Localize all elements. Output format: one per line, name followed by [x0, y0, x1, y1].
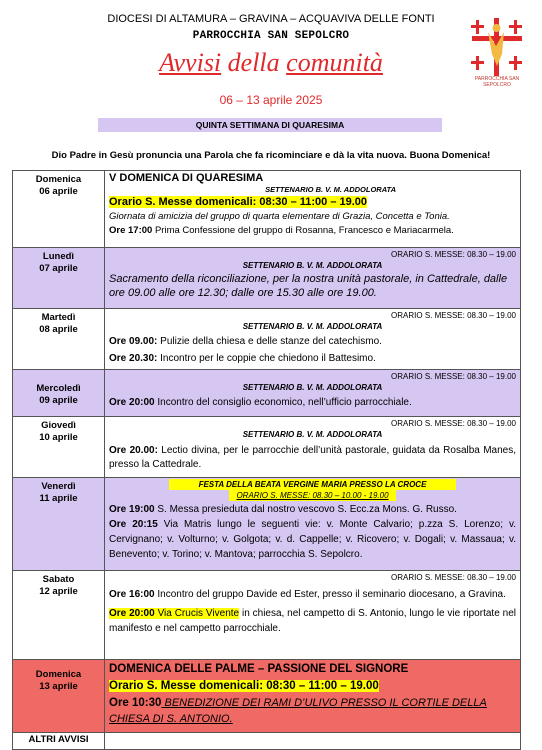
event-text: S. Messa presieduta dal nostro vescovo S. Ecc.za Mons. G. Russo.: [154, 504, 457, 515]
mass-times: ORARIO S. MESSE: 08.30 – 19.00: [391, 419, 516, 428]
event-time: Ore 17:00: [109, 225, 153, 236]
day-date: 06 aprile: [39, 186, 78, 197]
day-content: [105, 309, 521, 370]
parish-heading: PARROCCHIA SAN SEPOLCRO: [192, 30, 350, 42]
event-time: Ore 20:00: [109, 608, 155, 619]
day-name: Sabato: [42, 574, 75, 585]
mass-times: ORARIO S. MESSE: 08.30 – 10.00 - 19.00: [229, 490, 396, 501]
day-cell: [13, 171, 105, 248]
row-friday: [13, 478, 521, 571]
day-content: [105, 478, 521, 571]
event-line: [109, 517, 516, 562]
day-cell: [13, 309, 105, 370]
row-thursday: [13, 417, 521, 478]
day-date: 12 aprile: [39, 586, 78, 597]
settenario-label: SETTENARIO B. V. M. ADDOLORATA: [242, 322, 383, 331]
event-time: Ore 19:00: [109, 504, 155, 515]
day-content: [105, 571, 521, 660]
sunday-title: DOMENICA DELLE PALME – PASSIONE DEL SIGNORE: [109, 663, 409, 675]
event-time: Ore 16:00: [109, 589, 155, 600]
day-cell: [13, 370, 105, 417]
row-sunday-06: [13, 171, 521, 248]
mass-times: [109, 195, 516, 210]
day-cell: [13, 417, 105, 478]
event-line: [109, 333, 516, 350]
feast-title: FESTA DELLA BEATA VERGINE MARIA PRESSO LA CROCE: [169, 479, 456, 490]
day-date: 11 aprile: [39, 493, 78, 504]
event-text: Via Matris lungo le seguenti vie: v. Monte Calvario; p.zza S. Lorenzo; v. Cervignano; v. Volturno; v. Golgota; v. d. Cappelle; v. Ricovero; v. Dogali; v. Massaua; v. Benevento; v. Torino; v. Mantova; parrocchia S. Sepolcro.: [109, 519, 516, 560]
event-time: Ore 20.00:: [109, 445, 158, 456]
event-text: Incontro del gruppo Davide ed Ester, presso il seminario diocesano, a Gravina.: [154, 589, 506, 600]
event-text: Giornata di amicizia del gruppo di quarta elementare di Grazia, Concetta e Tonia.: [109, 211, 450, 222]
mass-times-text: Orario S. Messe domenicali: 08:30 – 11:00 – 19.00: [109, 196, 368, 208]
page-title: [0, 48, 542, 78]
row-monday: [13, 248, 521, 309]
row-sunday-13: [13, 660, 521, 733]
other-notices-label: ALTRI AVVISI: [28, 734, 89, 745]
day-name: Mercoledì: [36, 383, 81, 394]
logo-caption: PARROCCHIA SAN SEPOLCRO: [474, 76, 520, 88]
settenario-label: SETTENARIO B. V. M. ADDOLORATA: [242, 430, 383, 439]
event-text: BENEDIZIONE DEI RAMI D’ULIVO PRESSO IL CORTILE DELLA CHIESA DI S. ANTONIO.: [109, 697, 487, 725]
event-text: Incontro per le coppie che chiedono il Battesimo.: [157, 353, 376, 364]
title-word-della: della: [227, 48, 280, 77]
title-word-avvisi: Avvisi: [159, 48, 222, 77]
cross-logo-icon: [466, 14, 528, 80]
day-date: 10 aprile: [39, 432, 78, 443]
event-time: Ore 20.30:: [109, 353, 158, 364]
event-line: [109, 587, 516, 602]
event-text: in chiesa, nel campetto di S. Antonio, lungo le vie riportate nel manifesto e nel campetto parrocchiale.: [109, 608, 516, 634]
settenario-label: SETTENARIO B. V. M. ADDOLORATA: [242, 383, 383, 392]
event-highlight: Via Crucis Vivente: [154, 608, 240, 619]
event-line: [109, 695, 516, 728]
diocese-heading: DIOCESI DI ALTAMURA – GRAVINA – ACQUAVIVA DELLE FONTI: [107, 13, 435, 25]
row-tuesday: [13, 309, 521, 370]
day-date: 08 aprile: [39, 324, 78, 335]
event-text: Incontro del consiglio economico, nell’ufficio parrocchiale.: [154, 397, 412, 408]
date-range: 06 – 13 aprile 2025: [219, 93, 323, 107]
day-content: [105, 248, 521, 309]
settenario-label: SETTENARIO B. V. M. ADDOLORATA: [265, 185, 396, 194]
row-saturday: [13, 571, 521, 660]
event-text: Sacramento della riconciliazione, per la nostra unità pastorale, in Cattedrale, dalle ore 09.00 alle ore 12.30; dalle ore 15.30 alle ore 19.00.: [109, 273, 508, 299]
mass-times: ORARIO S. MESSE: 08.30 – 19.00: [391, 573, 516, 582]
day-content: [105, 660, 521, 733]
day-name: Domenica: [35, 174, 82, 185]
day-content: [105, 370, 521, 417]
event-line: [109, 444, 516, 472]
day-name: Venerdì: [41, 481, 76, 492]
event-line: [109, 394, 516, 412]
event-line: [109, 606, 516, 636]
mass-times-text: Orario S. Messe domenicali: 08:30 – 11:00 – 19.00: [109, 680, 379, 692]
event-line: [109, 350, 516, 367]
settenario-label: SETTENARIO B. V. M. ADDOLORATA: [242, 261, 383, 270]
day-date: 13 aprile: [39, 681, 78, 692]
event-text: Prima Confessione del gruppo di Rosanna, Francesco e Mariacarmela.: [152, 225, 454, 236]
event-line: [109, 503, 516, 517]
day-cell: [13, 478, 105, 571]
day-name: Domenica: [35, 669, 82, 680]
mass-times: [109, 678, 516, 695]
event-time: Ore 09.00:: [109, 336, 158, 347]
mass-times: ORARIO S. MESSE: 08.30 – 19.00: [391, 250, 516, 259]
day-cell: [13, 571, 105, 660]
day-cell: [13, 660, 105, 733]
day-name: Lunedì: [42, 251, 75, 262]
title-word-comunita: comunità: [286, 48, 383, 77]
day-date: 09 aprile: [39, 395, 78, 406]
event-time: Ore 20:15: [109, 519, 158, 530]
day-content: [105, 171, 521, 248]
event-text: Pulizie della chiesa e delle stanze del catechismo.: [157, 336, 382, 347]
event-time: Ore 20:00: [109, 397, 155, 408]
day-cell: [13, 248, 105, 309]
mass-times: ORARIO S. MESSE: 08.30 – 19.00: [391, 311, 516, 320]
event-time: Ore 10:30: [109, 697, 162, 709]
weekly-quote: Dio Padre in Gesù pronuncia una Parola che fa ricominciare e dà la vita nuova. Buona Domenica!: [51, 150, 491, 161]
sunday-title: V DOMENICA DI QUARESIMA: [109, 172, 264, 184]
event-text: Lectio divina, per le parrocchie dell’unità pastorale, guidata da Rosalba Manes, presso la Cattedrale.: [109, 445, 516, 470]
day-date: 07 aprile: [39, 263, 78, 274]
day-name: Giovedì: [41, 420, 76, 431]
event-line: [109, 224, 516, 238]
weekly-schedule-table: [12, 170, 521, 750]
mass-times: ORARIO S. MESSE: 08.30 – 19.00: [391, 372, 516, 381]
week-band: QUINTA SETTIMANA DI QUARESIMA: [98, 118, 442, 132]
row-wednesday: [13, 370, 521, 417]
day-name: Martedì: [41, 312, 76, 323]
day-content: [105, 417, 521, 478]
